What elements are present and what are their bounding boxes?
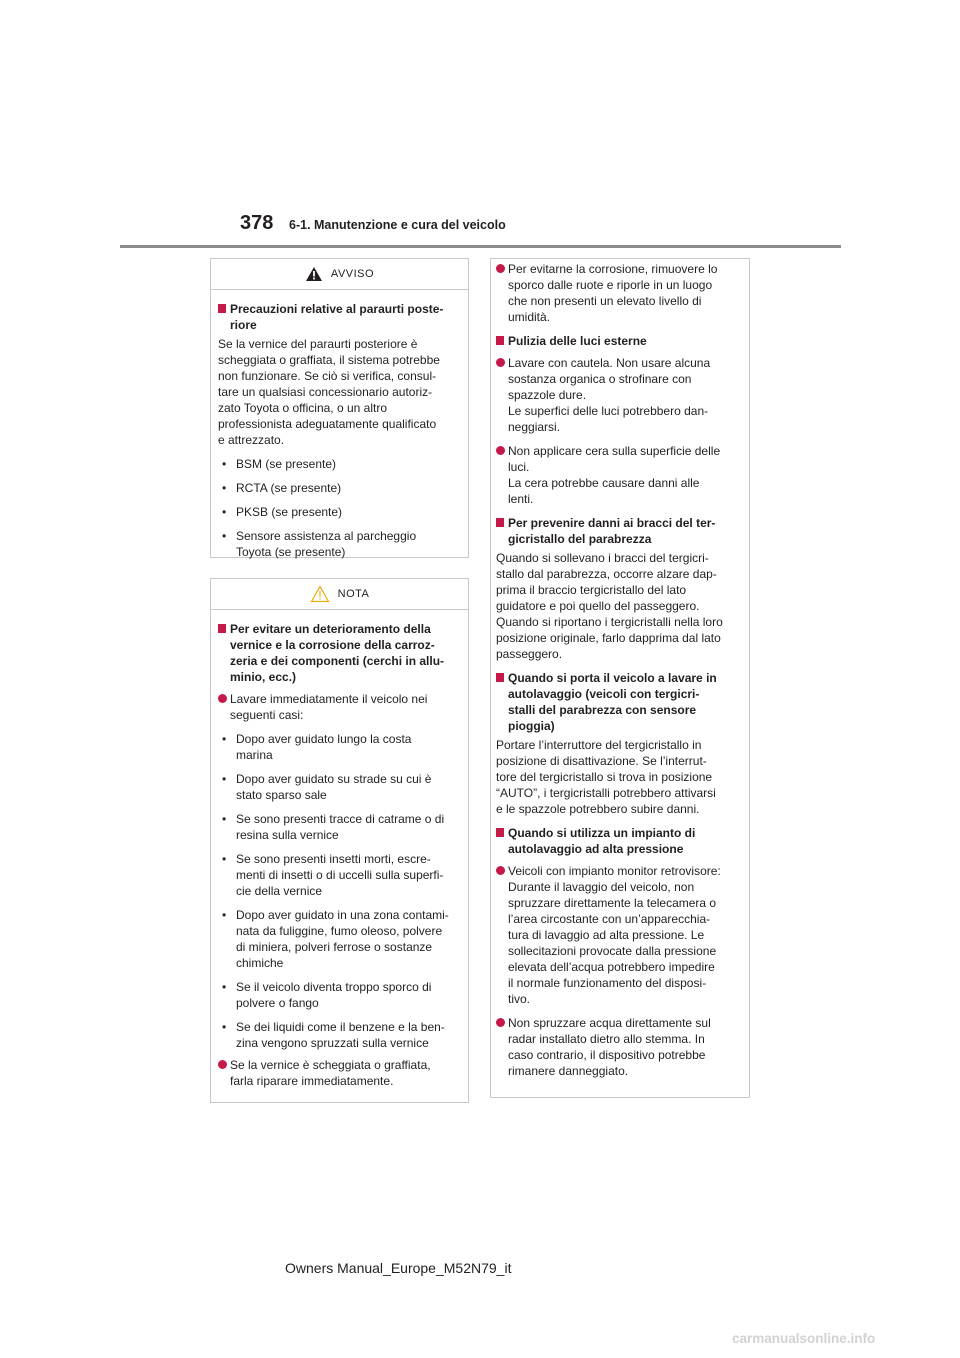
caution-triangle-icon: [310, 585, 330, 603]
pressure-bullet: Non spruzzare acqua direttamente sul radar installato dietro allo stemma. In caso contrario, il dispositivo potrebbe rimanere danneggiato.: [496, 1015, 744, 1079]
lights-bullet: Non applicare cera sulla superficie delle luci. La cera potrebbe causare danni alle lenti.: [496, 443, 744, 507]
round-bullet-icon: [496, 264, 505, 273]
round-bullet-icon: [496, 866, 505, 875]
lights-heading: Pulizia delle luci esterne: [496, 333, 744, 349]
wiper-heading: Per prevenire danni ai bracci del ter- gicristallo del parabrezza: [496, 515, 744, 547]
warning-triangle-icon: [305, 266, 323, 282]
carwash-paragraph: Portare l’interruttore del tergicristallo in posizione di disattivazione. Se l’interrut- tore del tergicristallo si trova in posizione “AUTO”, i tergicristalli potrebbero attivarsi e le spazzole potrebbero subire danni.: [496, 738, 716, 816]
right-column: [496, 261, 744, 1082]
square-bullet-icon: [218, 624, 226, 633]
note-heading-text: Per evitare un deterioramento della vernice e la corrosione della carroz- zeria e dei componenti (cerchi in allu- minio, ecc.): [230, 622, 445, 684]
corrosion-bullet: Per evitarne la corrosione, rimuovere lo sporco dalle ruote e riporle in un luogo che non presenti un elevato livello di umidità.: [496, 261, 744, 325]
carwash-heading: Quando si porta il veicolo a lavare in autolavaggio (veicoli con tergicri- stalli del parabrezza con sensore pioggia): [496, 670, 744, 734]
round-bullet-icon: [496, 446, 505, 455]
round-bullet-icon: [218, 1060, 227, 1069]
note-list-item: • Dopo aver guidato in una zona contami- nata da fuliggine, fumo oleoso, polvere di miniera, polveri ferrose o sostanze chimiche: [222, 908, 449, 970]
warning-heading: [218, 301, 460, 333]
pressure-bullet: Veicoli con impianto monitor retrovisore: Durante il lavaggio del veicolo, non spruzzare direttamente la telecamera o l’area circostante con un’apparecchia- tura di lavaggio ad alta pressione. Le sollecitazioni provocate dalla pressione elevata dell’acqua potrebbero impedire il normale funzionamento del disposi- tivo.: [496, 863, 744, 1007]
header-divider: [120, 245, 841, 248]
footer-manual-id: Owners Manual_Europe_M52N79_it: [285, 1260, 512, 1276]
round-bullet-icon: [218, 694, 227, 703]
warning-list-item: • BSM (se presente): [222, 457, 337, 471]
note-bullet: Se la vernice è scheggiata o graffiata, farla riparare immediatamente.: [218, 1057, 460, 1089]
warning-box-title: AVVISO: [330, 268, 375, 280]
note-list-item: • Se sono presenti tracce di catrame o di resina sulla vernice: [222, 812, 445, 842]
note-bullet: Lavare immediatamente il veicolo nei seguenti casi:: [218, 691, 460, 723]
warning-paragraph: Se la vernice del paraurti posteriore è scheggiata o graffiata, il sistema potrebbe non funzionare. Se ciò si verifica, consul- tare un qualsiasi concessionario autoriz- zato Toyota o officina, o un altro professionista adeguatamente qualificato e attrezzato.: [218, 337, 440, 447]
square-bullet-icon: [496, 828, 504, 837]
square-bullet-icon: [496, 336, 504, 345]
square-bullet-icon: [496, 518, 504, 527]
round-bullet-icon: [496, 358, 505, 367]
note-box-header: [211, 579, 468, 610]
note-box: [210, 578, 469, 1103]
warning-heading-text: Precauzioni relative al paraurti poste- riore: [230, 302, 444, 332]
page-number: 378: [240, 212, 274, 234]
note-list-item: • Se sono presenti insetti morti, escre- menti di insetti o di uccelli sulla superfi- cie della vernice: [222, 852, 444, 898]
warning-list-item: • RCTA (se presente): [222, 481, 342, 495]
round-bullet-icon: [496, 1018, 505, 1027]
warning-box: [210, 258, 469, 558]
square-bullet-icon: [496, 673, 504, 682]
note-list-item: • Dopo aver guidato su strade su cui è stato sparso sale: [222, 772, 432, 802]
note-heading: [218, 621, 460, 685]
warning-list-item: • Sensore assistenza al parcheggio Toyota (se presente): [222, 529, 417, 559]
pressure-heading: Quando si utilizza un impianto di autolavaggio ad alta pressione: [496, 825, 744, 857]
note-list-item: • Se il veicolo diventa troppo sporco di polvere o fango: [222, 980, 432, 1010]
square-bullet-icon: [218, 304, 226, 313]
lights-bullet: Lavare con cautela. Non usare alcuna sostanza organica o strofinare con spazzole dure. Le superfici delle luci potrebbero dan- neggiarsi.: [496, 355, 744, 435]
wiper-paragraph: Quando si sollevano i bracci del tergicri- stallo dal parabrezza, occorre alzare dap- prima il braccio tergicristallo del lato guidatore e poi quello del passeggero. Quando si riportano i tergicristalli nella loro posizione originale, farlo dapprima dal lato passeggero.: [496, 551, 723, 661]
warning-box-header: [211, 259, 468, 290]
note-list-item: • Dopo aver guidato lungo la costa marina: [222, 732, 412, 762]
note-box-title: NOTA: [337, 588, 370, 600]
watermark: carmanualsonline.info: [732, 1331, 876, 1346]
note-list-item: • Se dei liquidi come il benzene e la ben- zina vengono spruzzati sulla vernice: [222, 1020, 445, 1050]
section-title: 6-1. Manutenzione e cura del veicolo: [289, 218, 506, 232]
warning-list-item: • PKSB (se presente): [222, 505, 343, 519]
